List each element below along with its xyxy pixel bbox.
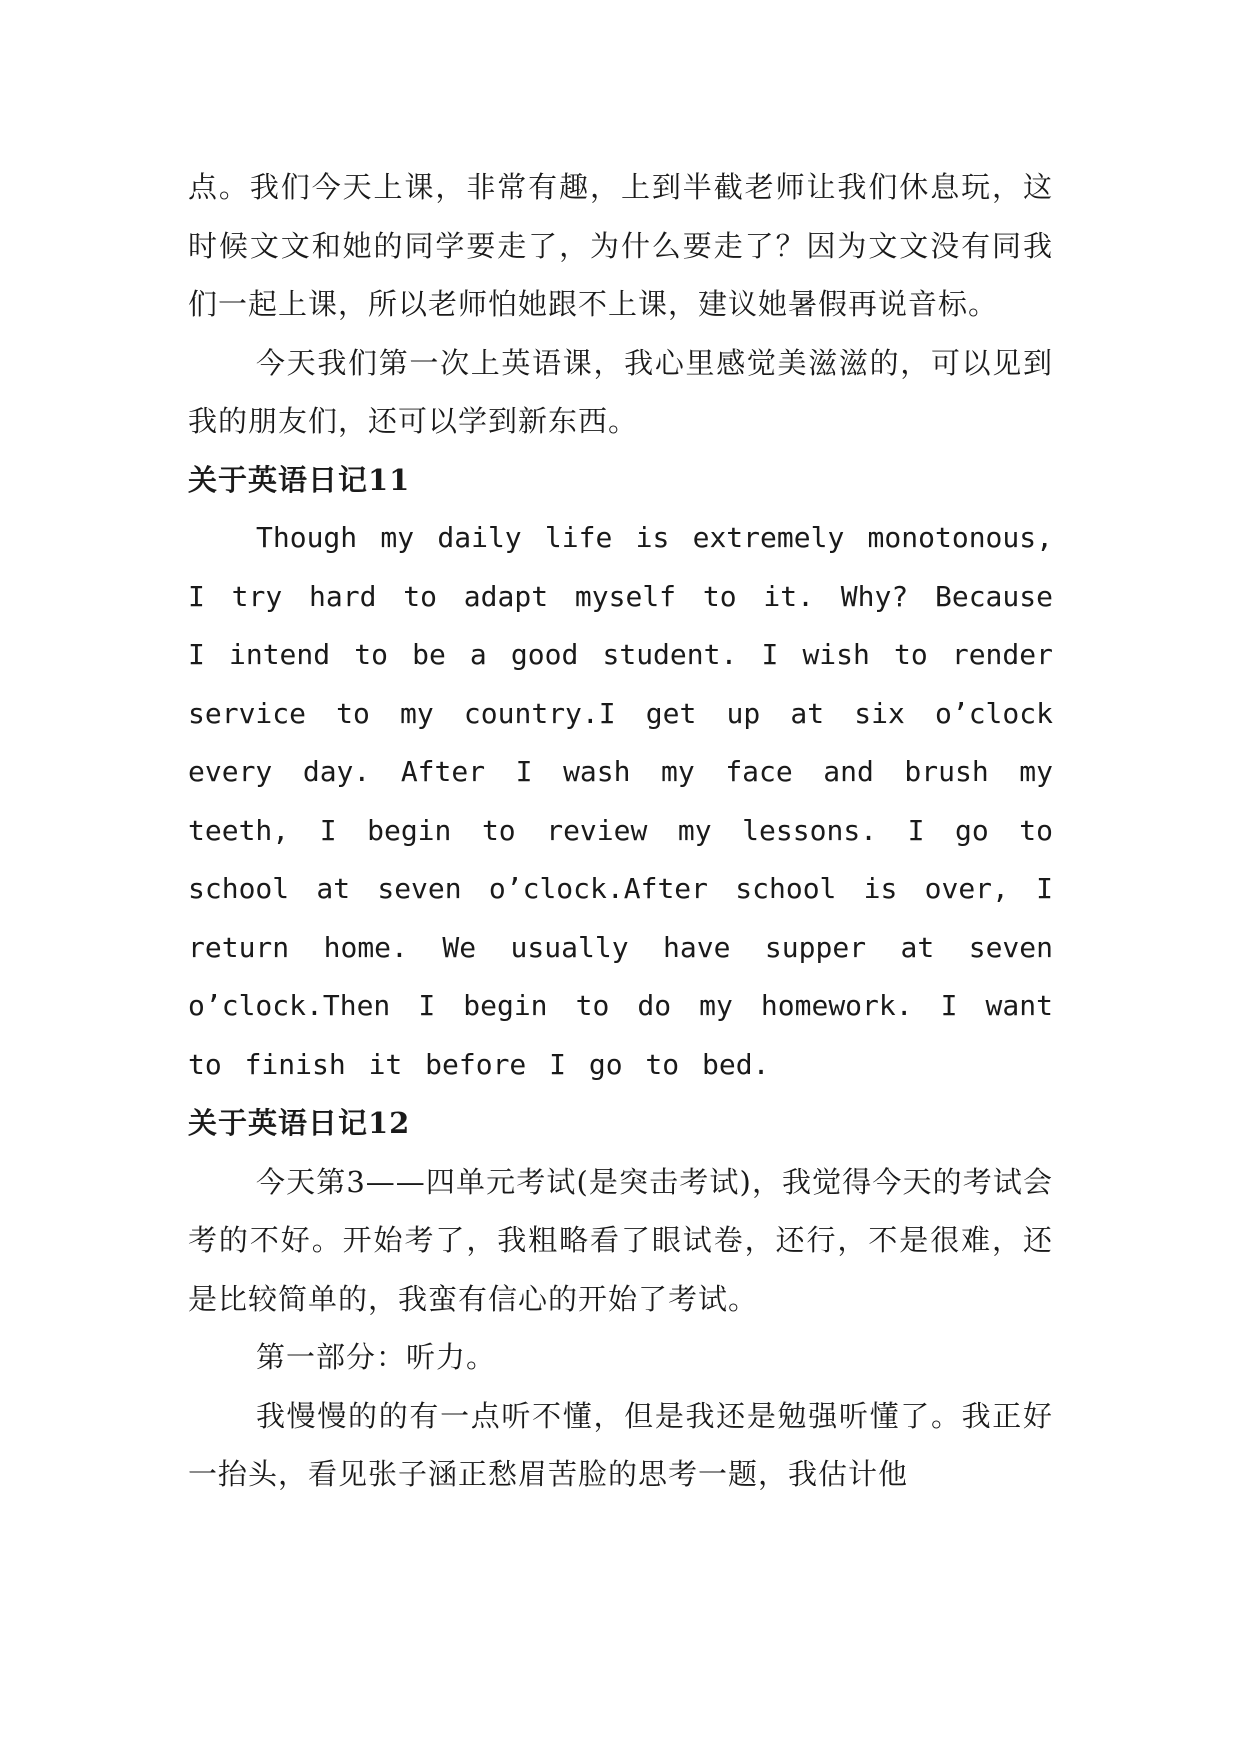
document-page — [188, 158, 1053, 1504]
paragraph-exam-intro: 今天第3——四单元考试(是突击考试)，我觉得今天的考试会考的不好。开始考了，我粗略看了眼试卷，还行，不是很难，还是比较简单的，我蛮有信心的开始了考试。 — [188, 1164, 1053, 1316]
paragraph-listening-detail: 我慢慢的的有一点听不懂，但是我还是勉强听懂了。我正好一抬头，看见张子涵正愁眉苦脸的思考一题，我估计他 — [188, 1398, 1053, 1491]
section-heading-diary-12: 关于英语日记12 — [188, 1106, 411, 1140]
paragraph-listening-section: 第一部分：听力。 — [256, 1340, 497, 1374]
section-heading-diary-11: 关于英语日记11 — [188, 462, 411, 497]
paragraph-continued: 点。我们今天上课，非常有趣，上到半截老师让我们休息玩，这时候文文和她的同学要走了，为什么要走了？因为文文没有同我们一起上课，所以老师怕她跟不上课，建议她暑假再说音标。 — [188, 170, 1053, 321]
paragraph-english-diary: Though my daily life is extremely monotonous, I try hard to adapt myself to it. Why? Because I intend to be a good student. I wish to render service to my country.I get up at six o’clock every day. After I wash my face and brush my teeth, I begin to review my lessons. I go to school at seven o’clock.After school is over, I return home. We usually have supper at seven o’clock.Then I begin to do my homework. I want to finish it before I go to bed. — [188, 521, 1053, 1081]
paragraph-first-english-class: 今天我们第一次上英语课，我心里感觉美滋滋的，可以见到我的朋友们，还可以学到新东西。 — [188, 345, 1053, 438]
